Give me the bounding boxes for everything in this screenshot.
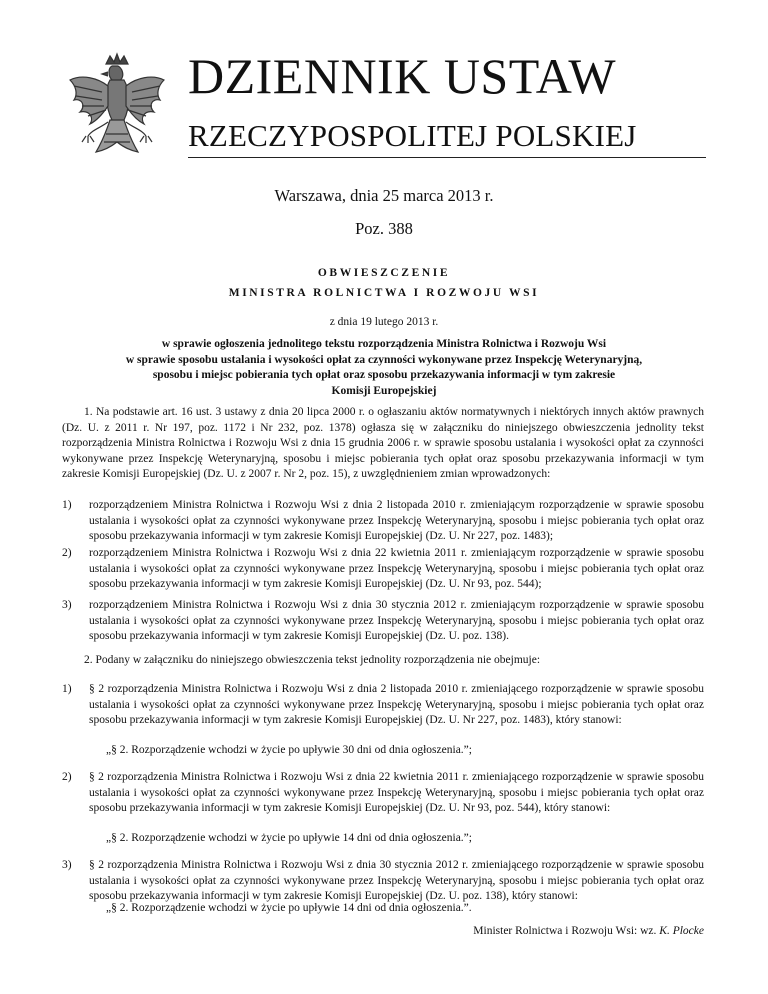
item-number: 1) — [62, 499, 72, 511]
item-text: § 2 rozporządzenia Ministra Rolnictwa i Rozwoju Wsi z dnia 22 kwietnia 2011 r. zmieniającego rozporządzenie w sprawie sposobu ustalania i wysokości opłat za czynności wykonywane przez Inspekcję Weterynaryjną, sposobu i miejsc pobierania tych opłat oraz sposobu przekazywania informacji w tym zakresie Komisji Europejskiej (Dz. U. Nr 93, poz. 544), który stanowi: — [89, 771, 704, 814]
journal-subtitle: RZECZYPOSPOLITEJ POLSKIEJ — [188, 118, 637, 153]
item-text: § 2 rozporządzenia Ministra Rolnictwa i Rozwoju Wsi z dnia 2 listopada 2010 r. zmieniającego rozporządzenie w sprawie sposobu ustalania i wysokości opłat za czynności wykonywane przez Inspekcję Weterynaryjną, sposobu i miejsc pobierania tych opłat oraz sposobu przekazywania informacji w tym zakresie Komisji Europejskiej (Dz. U. Nr 227, poz. 1483), który stanowi: — [89, 683, 704, 726]
issue-date: Warszawa, dnia 25 marca 2013 r. — [274, 186, 494, 205]
item-text: rozporządzeniem Ministra Rolnictwa i Rozwoju Wsi z dnia 2 listopada 2010 r. zmieniającym rozporządzenie w sprawie sposobu ustalania i wysokości opłat za czynności wykonywane przez Inspekcję Weterynaryjną, sposobu i miejsc pobierania tych opłat oraz sposobu przekazywania informacji w tym zakresie Komisji Europejskiej (Dz. U. Nr 227, poz. 1483); — [89, 499, 704, 542]
notice-issuer: MINISTRA ROLNICTWA I ROZWOJU WSI — [228, 287, 540, 299]
subject-line: sposobu i miejsc pobierania tych opłat oraz sposobu przekazywania informacji w tym zakresie — [152, 369, 616, 381]
subject-line: Komisji Europejskiej — [331, 384, 437, 397]
header-divider — [188, 157, 706, 158]
subject-line: w sprawie sposobu ustalania i wysokości opłat za czynności wykonywane przez Inspekcję Weterynaryjną, — [125, 353, 643, 366]
signature-prefix: Minister Rolnictwa i Rozwoju Wsi: wz. — [473, 925, 657, 937]
section-2-paragraph: 2. Podany w załączniku do niniejszego obwieszczenia tekst jednolity rozporządzenia nie obejmuje: — [84, 654, 541, 666]
item-text: § 2 rozporządzenia Ministra Rolnictwa i Rozwoju Wsi z dnia 30 stycznia 2012 r. zmieniającego rozporządzenie w sprawie sposobu ustalania i wysokości opłat za czynności wykonywane przez Inspekcję Weterynaryjną, sposobu i miejsc pobierania tych opłat oraz sposobu przekazywania informacji w tym zakresie Komisji Europejskiej (Dz. U. poz. 138), który stanowi: — [89, 859, 704, 902]
notice-heading: OBWIESZCZENIE — [317, 267, 451, 279]
item-text: rozporządzeniem Ministra Rolnictwa i Rozwoju Wsi z dnia 30 stycznia 2012 r. zmieniającym rozporządzenie w sprawie sposobu ustalania i wysokości opłat za czynności wykonywane przez Inspekcję Weterynaryjną, sposobu i miejsc pobierania tych opłat oraz sposobu przekazywania informacji w tym zakresie Komisji Europejskiej (Dz. U. poz. 138). — [89, 599, 704, 642]
notice-date: z dnia 19 lutego 2013 r. — [329, 316, 439, 328]
item-number: 3) — [62, 859, 72, 871]
subject-line: w sprawie ogłoszenia jednolitego tekstu rozporządzenia Ministra Rolnictwa i Rozwoju Wsi — [161, 338, 607, 350]
item-number: 3) — [62, 599, 72, 611]
notice-subject — [70, 337, 698, 399]
quoted-provision: „§ 2. Rozporządzenie wchodzi w życie po upływie 30 dni od dnia ogłoszenia.”; — [106, 744, 472, 756]
section-1-paragraph: 1. Na podstawie art. 16 ust. 3 ustawy z dnia 20 lipca 2000 r. o ogłaszaniu aktów normatywnych i niektórych innych aktów prawnych (Dz. U. z 2011 r. Nr 197, poz. 1172 i Nr 232, poz. 1378) ogłasza się w załączniku do niniejszego obwieszczenia jednolity tekst rozporządzenia Ministra Rolnictwa i Rozwoju Wsi z dnia 15 grudnia 2006 r. w sprawie sposobu ustalania i wysokości opłat za czynności wykonywane przez Inspekcję Weterynaryjną, sposobu i miejsc pobierania tych opłat oraz sposobu przekazywania informacji w tym zakresie Komisji Europejskiej (Dz. U. z 2007 r. Nr 2, poz. 15), z uwzględnieniem zmian wprowadzonych: — [62, 406, 704, 480]
item-number: 2) — [62, 547, 72, 559]
position-number: Poz. 388 — [355, 219, 413, 238]
item-number: 2) — [62, 771, 72, 783]
quoted-provision: „§ 2. Rozporządzenie wchodzi w życie po upływie 14 dni od dnia ogłoszenia.”; — [106, 832, 472, 844]
signatory-name: K. Plocke — [659, 925, 704, 937]
polish-eagle-emblem-icon — [62, 50, 172, 168]
journal-title: DZIENNIK USTAW — [188, 48, 617, 104]
item-number: 1) — [62, 683, 72, 695]
signature-line — [473, 924, 704, 940]
quoted-provision: „§ 2. Rozporządzenie wchodzi w życie po upływie 14 dni od dnia ogłoszenia.”. — [106, 902, 472, 914]
item-text: rozporządzeniem Ministra Rolnictwa i Rozwoju Wsi z dnia 22 kwietnia 2011 r. zmieniającym rozporządzenie w sprawie sposobu ustalania i wysokości opłat za czynności wykonywane przez Inspekcję Weterynaryjną, sposobu i miejsc pobierania tych opłat oraz sposobu przekazywania informacji w tym zakresie Komisji Europejskiej (Dz. U. Nr 93, poz. 544); — [89, 547, 704, 590]
